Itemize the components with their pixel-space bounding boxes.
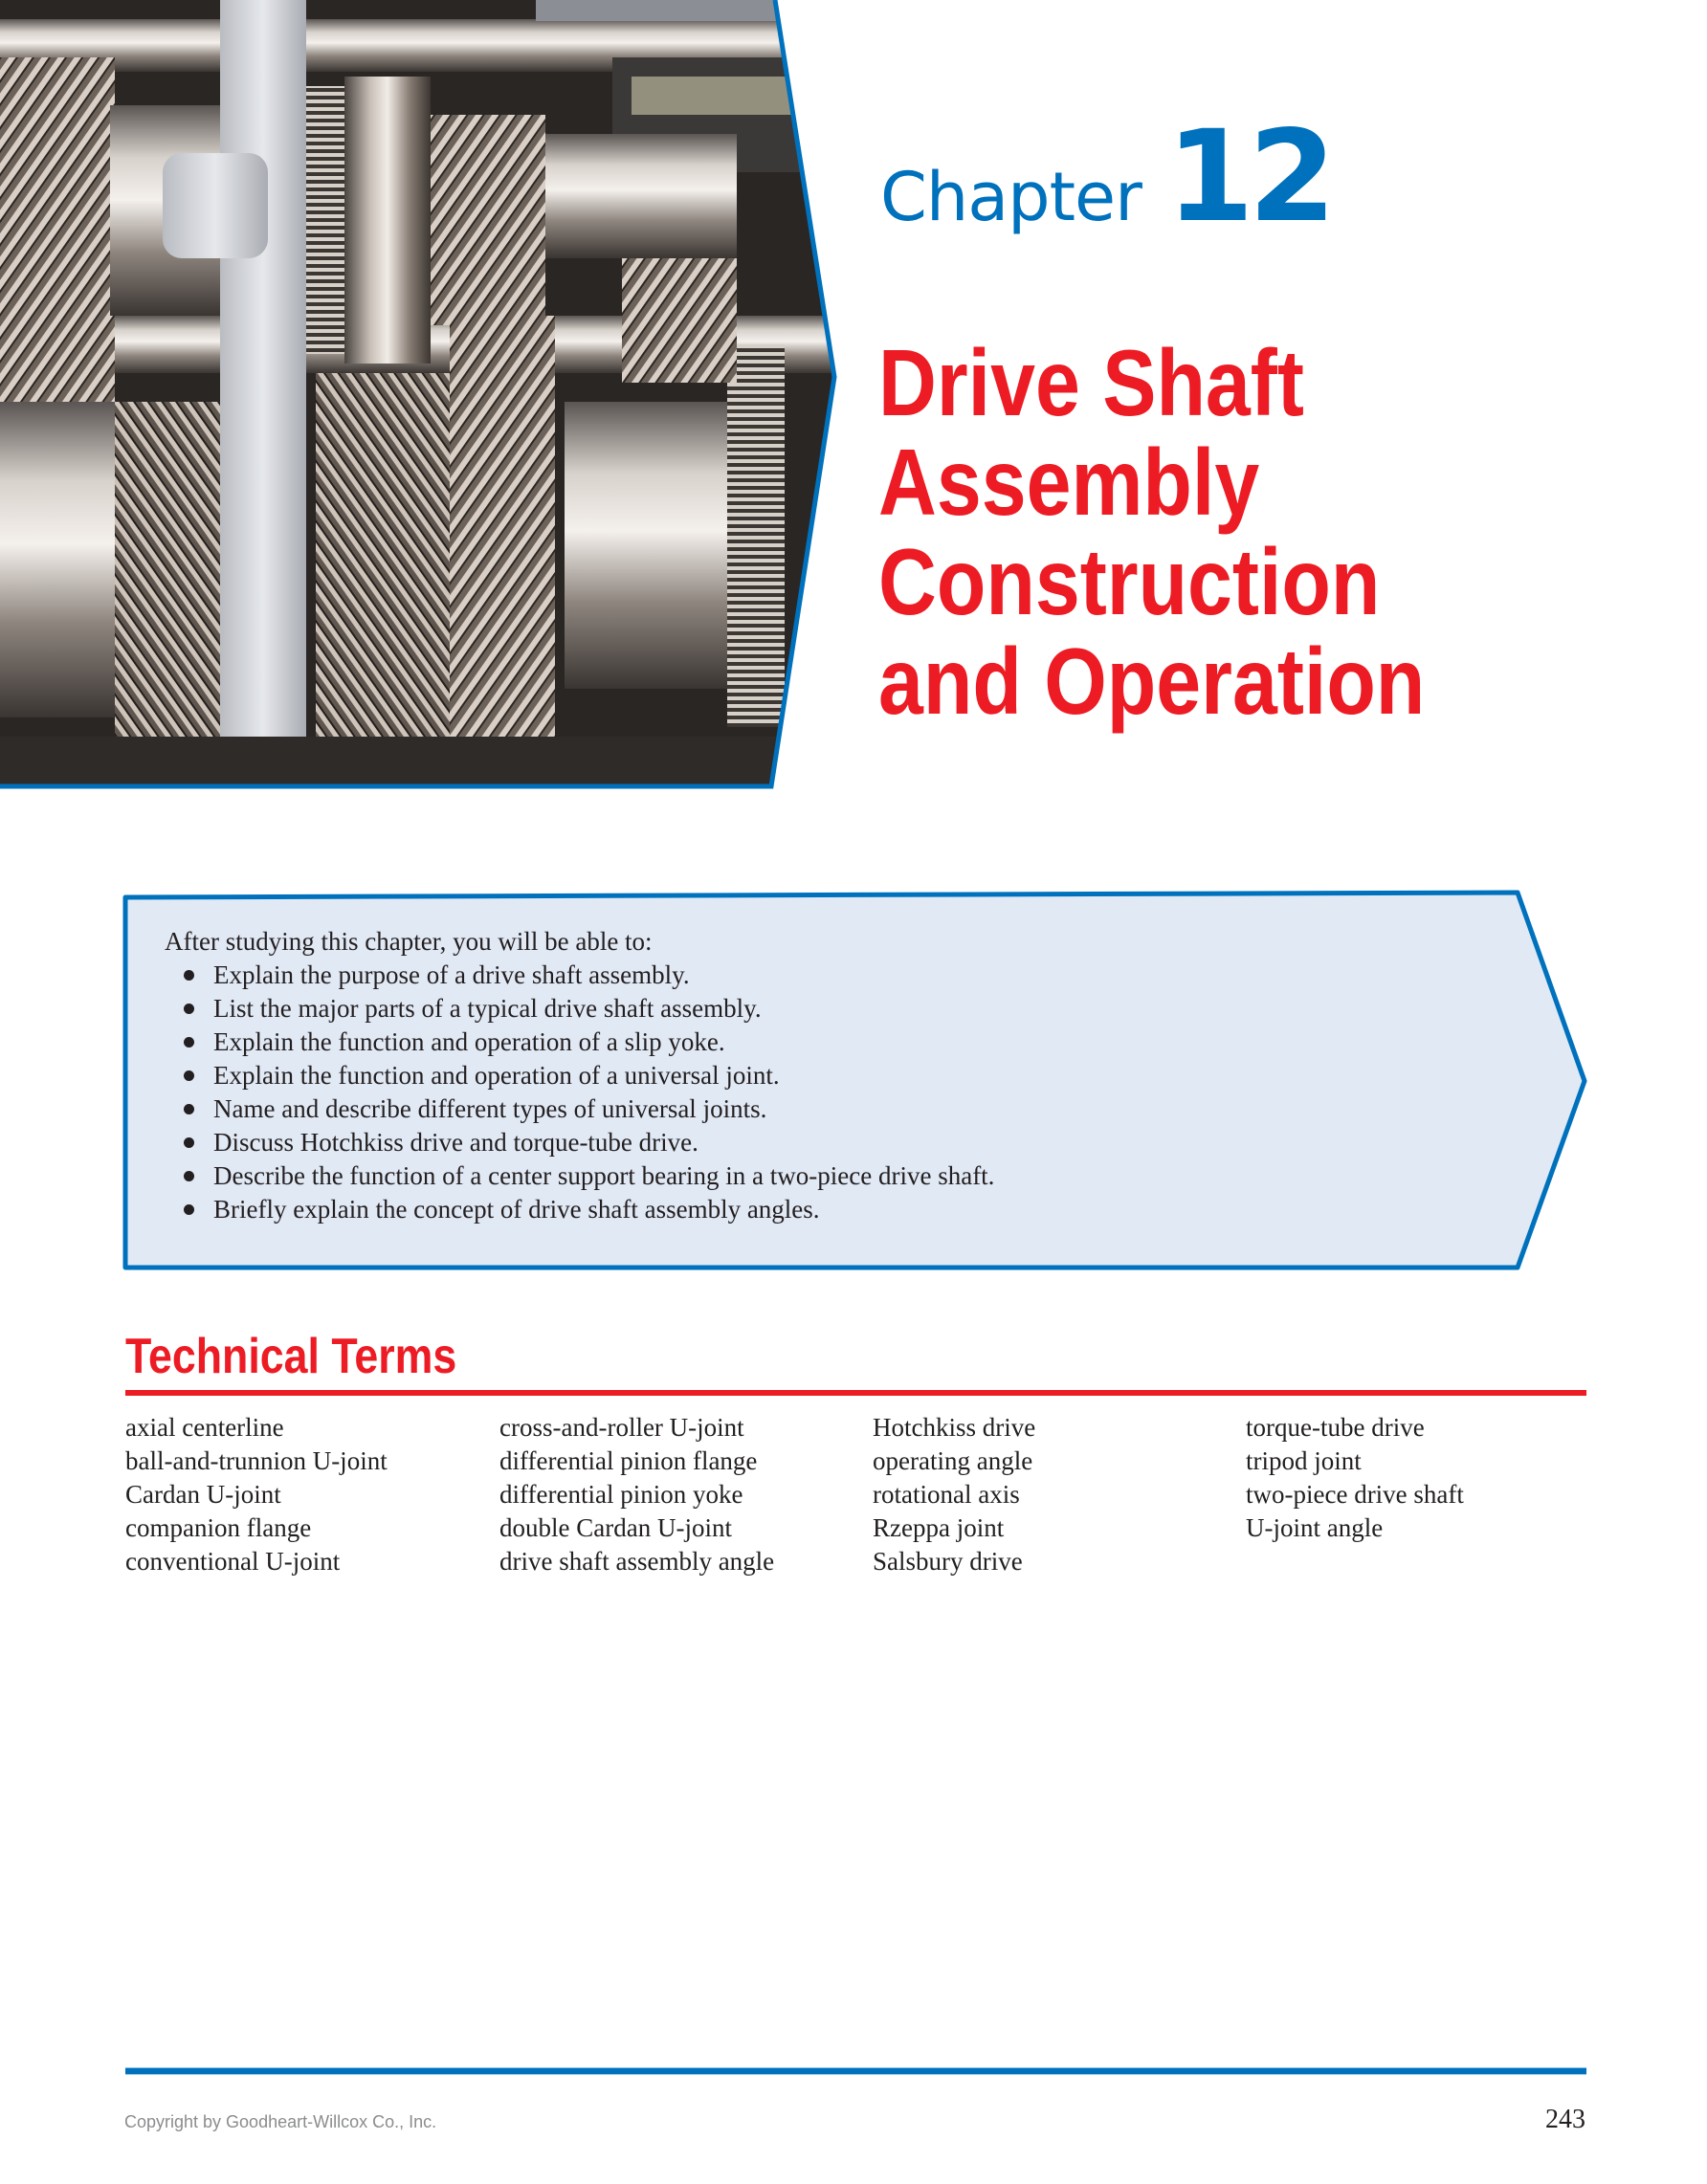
bullet-icon	[184, 970, 194, 981]
objective-item: List the major parts of a typical drive shaft assembly.	[165, 992, 994, 1026]
objective-item: Explain the purpose of a drive shaft assembly.	[165, 959, 994, 992]
learning-objectives-box	[122, 890, 1591, 1272]
chapter-hero-image	[0, 0, 842, 794]
term-item: U-joint angle	[1246, 1513, 1384, 1542]
term-item: tripod joint	[1246, 1446, 1362, 1475]
term-item: two-piece drive shaft	[1246, 1480, 1464, 1509]
chapter-title-line: Construction	[878, 529, 1381, 634]
objectives-list	[165, 959, 994, 1226]
term-item: rotational axis	[873, 1480, 1020, 1509]
bullet-icon	[184, 1070, 194, 1081]
term-item: cross-and-roller U-joint	[499, 1413, 744, 1442]
copyright-notice: Copyright by Goodheart-Willcox Co., Inc.	[124, 2112, 437, 2131]
term-item: Cardan U-joint	[125, 1480, 281, 1509]
term-item: ball-and-trunnion U-joint	[125, 1446, 388, 1475]
term-item: drive shaft assembly angle	[499, 1547, 775, 1576]
bullet-icon	[184, 1037, 194, 1048]
chapter-title	[878, 330, 1426, 734]
page-number: 243	[1545, 2105, 1585, 2134]
term-item: conventional U-joint	[125, 1547, 341, 1576]
chapter-number: 12	[1165, 103, 1331, 251]
objective-item: Name and describe different types of universal joints.	[165, 1092, 994, 1126]
term-item: Hotchkiss drive	[873, 1413, 1036, 1442]
objective-item: Discuss Hotchkiss drive and torque-tube drive.	[165, 1126, 994, 1159]
term-item: Rzeppa joint	[873, 1513, 1005, 1542]
bullet-icon	[184, 1137, 194, 1148]
technical-terms-heading: Technical Terms	[125, 1329, 457, 1384]
objective-item: Explain the function and operation of a universal joint.	[165, 1059, 994, 1092]
terms-column-1	[125, 1411, 388, 1578]
bullet-icon	[184, 1104, 194, 1114]
objective-item: Briefly explain the concept of drive shaft assembly angles.	[165, 1193, 994, 1226]
term-item: Salsbury drive	[873, 1547, 1023, 1576]
term-item: companion flange	[125, 1513, 312, 1542]
chapter-label: Chapter	[880, 158, 1142, 236]
bullet-icon	[184, 1004, 194, 1014]
term-item: double Cardan U-joint	[499, 1513, 732, 1542]
chapter-title-line: Drive Shaft	[878, 330, 1304, 435]
technical-terms-divider	[125, 1390, 1586, 1396]
terms-column-3	[873, 1411, 1035, 1578]
objective-item: Explain the function and operation of a slip yoke.	[165, 1026, 994, 1059]
chapter-title-line: Assembly	[878, 430, 1260, 535]
term-item: differential pinion flange	[499, 1446, 758, 1475]
term-item: torque-tube drive	[1246, 1413, 1425, 1442]
term-item: axial centerline	[125, 1413, 284, 1442]
terms-column-2	[499, 1411, 774, 1578]
chapter-title-line: and Operation	[878, 629, 1426, 734]
term-item: operating angle	[873, 1446, 1033, 1475]
terms-column-4	[1246, 1411, 1464, 1545]
footer-divider	[125, 2068, 1586, 2074]
bullet-icon	[184, 1171, 194, 1181]
bullet-icon	[184, 1204, 194, 1215]
objective-item: Describe the function of a center support bearing in a two-piece drive shaft.	[165, 1159, 994, 1193]
term-item: differential pinion yoke	[499, 1480, 743, 1509]
chapter-number-heading	[880, 103, 1331, 251]
objectives-intro: After studying this chapter, you will be able to:	[165, 927, 653, 956]
